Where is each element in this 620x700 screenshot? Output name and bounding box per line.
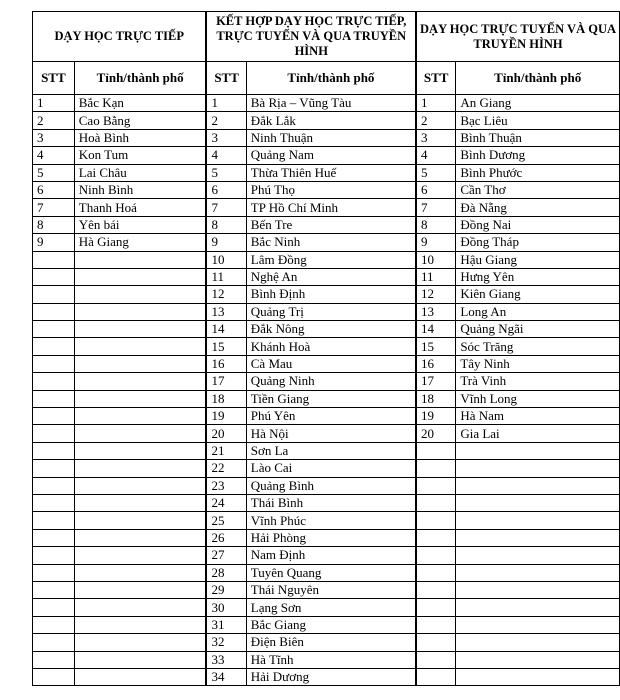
- province-name-cell: [456, 512, 620, 529]
- province-name-cell: Nam Định: [246, 547, 416, 564]
- row-number-cell: 5: [206, 164, 246, 181]
- row-number-cell: 6: [206, 181, 246, 198]
- province-name-cell: [74, 512, 206, 529]
- province-name-cell: Tây Ninh: [456, 355, 620, 372]
- row-number-cell: 29: [206, 581, 246, 598]
- province-name-cell: Nghệ An: [246, 268, 416, 285]
- row-number-cell: 22: [206, 460, 246, 477]
- row-number-cell: 12: [416, 286, 456, 303]
- row-number-cell: 15: [206, 338, 246, 355]
- row-number-cell: 15: [416, 338, 456, 355]
- row-number-cell: 5: [33, 164, 75, 181]
- row-number-cell: 4: [206, 147, 246, 164]
- row-number-cell: 18: [206, 390, 246, 407]
- province-name-cell: An Giang: [456, 95, 620, 112]
- table-row: [33, 581, 620, 598]
- row-number-cell: 28: [206, 564, 246, 581]
- province-name-cell: Cao Bằng: [74, 112, 206, 129]
- row-number-cell: [416, 668, 456, 685]
- province-name-cell: Bà Rịa – Vũng Tàu: [246, 95, 416, 112]
- row-number-cell: 16: [206, 355, 246, 372]
- province-name-cell: Bạc Liêu: [456, 112, 620, 129]
- province-name-cell: Vĩnh Long: [456, 390, 620, 407]
- table-row: [33, 651, 620, 668]
- row-number-cell: 6: [33, 181, 75, 198]
- province-name-cell: [74, 321, 206, 338]
- row-number-cell: [416, 581, 456, 598]
- row-number-cell: [33, 581, 75, 598]
- province-name-cell: Lạng Sơn: [246, 599, 416, 616]
- table-row: [33, 286, 620, 303]
- row-number-cell: 17: [206, 373, 246, 390]
- province-name-cell: Quảng Trị: [246, 303, 416, 320]
- table-row: [33, 112, 620, 129]
- row-number-cell: 21: [206, 442, 246, 459]
- section-title-online: DẠY HỌC TRỰC TUYẾN VÀ QUA TRUYỀN HÌNH: [416, 12, 619, 62]
- province-name-cell: [456, 616, 620, 633]
- row-number-cell: 25: [206, 512, 246, 529]
- province-name-cell: [74, 529, 206, 546]
- row-number-cell: [33, 494, 75, 511]
- province-name-cell: Yên bái: [74, 216, 206, 233]
- row-number-cell: 20: [416, 425, 456, 442]
- row-number-cell: [416, 616, 456, 633]
- table-row: [33, 512, 620, 529]
- province-name-cell: [74, 581, 206, 598]
- province-name-cell: Lai Châu: [74, 164, 206, 181]
- row-number-cell: 27: [206, 547, 246, 564]
- row-number-cell: [416, 634, 456, 651]
- table-row: [33, 129, 620, 146]
- province-name-cell: Long An: [456, 303, 620, 320]
- row-number-cell: [416, 599, 456, 616]
- row-number-cell: [416, 512, 456, 529]
- row-number-cell: 8: [416, 216, 456, 233]
- province-name-cell: [456, 668, 620, 685]
- province-name-cell: [74, 547, 206, 564]
- province-name-cell: [74, 634, 206, 651]
- row-number-cell: 12: [206, 286, 246, 303]
- province-name-cell: Bình Thuận: [456, 129, 620, 146]
- row-number-cell: 7: [206, 199, 246, 216]
- province-name-cell: Hà Nam: [456, 408, 620, 425]
- row-number-cell: 8: [33, 216, 75, 233]
- province-name-cell: Bình Dương: [456, 147, 620, 164]
- table-row: [33, 616, 620, 633]
- row-number-cell: 24: [206, 494, 246, 511]
- province-name-cell: Hậu Giang: [456, 251, 620, 268]
- province-name-cell: [456, 477, 620, 494]
- table-row: [33, 477, 620, 494]
- province-name-cell: [456, 581, 620, 598]
- province-name-cell: [456, 651, 620, 668]
- row-number-cell: [33, 338, 75, 355]
- province-name-cell: Hà Tĩnh: [246, 651, 416, 668]
- row-number-cell: [416, 477, 456, 494]
- row-number-cell: 2: [416, 112, 456, 129]
- province-name-cell: [456, 564, 620, 581]
- province-name-cell: [74, 599, 206, 616]
- province-name-cell: [74, 408, 206, 425]
- province-name-cell: [74, 251, 206, 268]
- province-name-cell: Hoà Bình: [74, 129, 206, 146]
- table-row: [33, 599, 620, 616]
- table-row: [33, 321, 620, 338]
- row-number-cell: 6: [416, 181, 456, 198]
- column-header-stt: STT: [416, 62, 456, 95]
- province-name-cell: TP Hồ Chí Minh: [246, 199, 416, 216]
- province-name-cell: Hà Nội: [246, 425, 416, 442]
- row-number-cell: 1: [416, 95, 456, 112]
- province-name-cell: Điện Biên: [246, 634, 416, 651]
- table-row: [33, 373, 620, 390]
- province-name-cell: [74, 564, 206, 581]
- table-row: [33, 442, 620, 459]
- table-row: [33, 408, 620, 425]
- province-name-cell: [456, 599, 620, 616]
- table-row: [33, 529, 620, 546]
- province-name-cell: [74, 286, 206, 303]
- province-name-cell: Kiên Giang: [456, 286, 620, 303]
- row-number-cell: [33, 512, 75, 529]
- row-number-cell: 9: [206, 234, 246, 251]
- province-name-cell: Đắk Nông: [246, 321, 416, 338]
- row-number-cell: [33, 408, 75, 425]
- province-name-cell: [74, 651, 206, 668]
- province-name-cell: Bắc Ninh: [246, 234, 416, 251]
- table-body: [33, 95, 620, 686]
- row-number-cell: 1: [206, 95, 246, 112]
- row-number-cell: [416, 529, 456, 546]
- province-name-cell: [74, 303, 206, 320]
- table-row: [33, 164, 620, 181]
- province-name-cell: Phú Yên: [246, 408, 416, 425]
- province-name-cell: [74, 390, 206, 407]
- province-name-cell: [456, 494, 620, 511]
- table-row: [33, 494, 620, 511]
- row-number-cell: 13: [206, 303, 246, 320]
- column-header-province: Tỉnh/thành phố: [456, 62, 620, 95]
- row-number-cell: [33, 599, 75, 616]
- row-number-cell: [416, 460, 456, 477]
- row-number-cell: [416, 651, 456, 668]
- province-name-cell: Bắc Kạn: [74, 95, 206, 112]
- table-row: [33, 147, 620, 164]
- province-name-cell: [74, 616, 206, 633]
- row-number-cell: 33: [206, 651, 246, 668]
- province-name-cell: Hà Giang: [74, 234, 206, 251]
- table-row: [33, 216, 620, 233]
- province-name-cell: Lào Cai: [246, 460, 416, 477]
- province-name-cell: [74, 373, 206, 390]
- table-row: [33, 564, 620, 581]
- province-name-cell: [456, 529, 620, 546]
- province-name-cell: [456, 460, 620, 477]
- table-row: [33, 95, 620, 112]
- row-number-cell: [33, 321, 75, 338]
- row-number-cell: 10: [416, 251, 456, 268]
- row-number-cell: [416, 547, 456, 564]
- row-number-cell: 18: [416, 390, 456, 407]
- row-number-cell: 7: [416, 199, 456, 216]
- row-number-cell: 17: [416, 373, 456, 390]
- province-name-cell: Bình Định: [246, 286, 416, 303]
- row-number-cell: 9: [33, 234, 75, 251]
- province-name-cell: Thái Nguyên: [246, 581, 416, 598]
- province-name-cell: [74, 268, 206, 285]
- province-name-cell: Tuyên Quang: [246, 564, 416, 581]
- province-name-cell: Quảng Ngãi: [456, 321, 620, 338]
- province-name-cell: Kon Tum: [74, 147, 206, 164]
- table-row: [33, 668, 620, 685]
- table-row: [33, 425, 620, 442]
- province-name-cell: Đắk Lắk: [246, 112, 416, 129]
- table-row: [33, 460, 620, 477]
- row-number-cell: 4: [416, 147, 456, 164]
- province-name-cell: Bến Tre: [246, 216, 416, 233]
- province-name-cell: Trà Vinh: [456, 373, 620, 390]
- row-number-cell: 11: [416, 268, 456, 285]
- row-number-cell: 14: [416, 321, 456, 338]
- row-number-cell: 14: [206, 321, 246, 338]
- province-name-cell: Đà Nẵng: [456, 199, 620, 216]
- province-name-cell: Sóc Trăng: [456, 338, 620, 355]
- province-name-cell: Khánh Hoà: [246, 338, 416, 355]
- province-name-cell: Phú Thọ: [246, 181, 416, 198]
- row-number-cell: [33, 477, 75, 494]
- table-row: [33, 390, 620, 407]
- row-number-cell: 1: [33, 95, 75, 112]
- province-name-cell: Bình Phước: [456, 164, 620, 181]
- table-row: [33, 181, 620, 198]
- province-name-cell: Bắc Giang: [246, 616, 416, 633]
- row-number-cell: [33, 529, 75, 546]
- row-number-cell: 5: [416, 164, 456, 181]
- province-name-cell: [74, 668, 206, 685]
- province-name-cell: [74, 355, 206, 372]
- row-number-cell: 3: [33, 129, 75, 146]
- row-number-cell: [33, 668, 75, 685]
- column-header-stt: STT: [206, 62, 246, 95]
- province-name-cell: [74, 425, 206, 442]
- province-name-cell: Tiền Giang: [246, 390, 416, 407]
- province-name-cell: Ninh Thuận: [246, 129, 416, 146]
- table-row: [33, 268, 620, 285]
- row-number-cell: [33, 390, 75, 407]
- province-name-cell: Thái Bình: [246, 494, 416, 511]
- table-row: [33, 355, 620, 372]
- table-row: [33, 251, 620, 268]
- row-number-cell: 32: [206, 634, 246, 651]
- row-number-cell: 2: [33, 112, 75, 129]
- row-number-cell: [33, 651, 75, 668]
- row-number-cell: 19: [206, 408, 246, 425]
- row-number-cell: 3: [206, 129, 246, 146]
- province-name-cell: Hưng Yên: [456, 268, 620, 285]
- province-name-cell: Vĩnh Phúc: [246, 512, 416, 529]
- row-number-cell: [33, 268, 75, 285]
- province-name-cell: Lâm Đồng: [246, 251, 416, 268]
- row-number-cell: [33, 355, 75, 372]
- column-header-province: Tỉnh/thành phố: [74, 62, 206, 95]
- row-number-cell: 26: [206, 529, 246, 546]
- province-name-cell: [456, 547, 620, 564]
- row-number-cell: [33, 373, 75, 390]
- row-number-cell: 9: [416, 234, 456, 251]
- section-title-direct: DẠY HỌC TRỰC TIẾP: [33, 12, 207, 62]
- province-name-cell: [74, 442, 206, 459]
- row-number-cell: 4: [33, 147, 75, 164]
- row-number-cell: [416, 494, 456, 511]
- table-row: [33, 547, 620, 564]
- row-number-cell: 10: [206, 251, 246, 268]
- row-number-cell: [33, 286, 75, 303]
- row-number-cell: 31: [206, 616, 246, 633]
- province-name-cell: Cà Mau: [246, 355, 416, 372]
- row-number-cell: [416, 564, 456, 581]
- row-number-cell: [33, 251, 75, 268]
- column-header-stt: STT: [33, 62, 75, 95]
- row-number-cell: 13: [416, 303, 456, 320]
- province-name-cell: [74, 477, 206, 494]
- provinces-table: [32, 11, 620, 686]
- province-name-cell: Gia Lai: [456, 425, 620, 442]
- row-number-cell: [33, 564, 75, 581]
- row-number-cell: 8: [206, 216, 246, 233]
- province-name-cell: [74, 460, 206, 477]
- row-number-cell: 2: [206, 112, 246, 129]
- row-number-cell: 23: [206, 477, 246, 494]
- table-row: [33, 338, 620, 355]
- province-name-cell: Thừa Thiên Huế: [246, 164, 416, 181]
- table-row: [33, 199, 620, 216]
- province-name-cell: [456, 442, 620, 459]
- row-number-cell: 7: [33, 199, 75, 216]
- row-number-cell: [416, 442, 456, 459]
- section-header-row: [33, 12, 620, 62]
- row-number-cell: 11: [206, 268, 246, 285]
- row-number-cell: [33, 616, 75, 633]
- province-name-cell: Đồng Tháp: [456, 234, 620, 251]
- province-name-cell: Hải Dương: [246, 668, 416, 685]
- row-number-cell: 20: [206, 425, 246, 442]
- province-name-cell: Quảng Ninh: [246, 373, 416, 390]
- row-number-cell: 16: [416, 355, 456, 372]
- province-name-cell: Ninh Bình: [74, 181, 206, 198]
- column-header-row: [33, 62, 620, 95]
- province-name-cell: Quảng Bình: [246, 477, 416, 494]
- row-number-cell: 30: [206, 599, 246, 616]
- province-name-cell: Cần Thơ: [456, 181, 620, 198]
- province-name-cell: Đồng Nai: [456, 216, 620, 233]
- row-number-cell: 34: [206, 668, 246, 685]
- table-row: [33, 634, 620, 651]
- province-name-cell: Quảng Nam: [246, 147, 416, 164]
- row-number-cell: [33, 547, 75, 564]
- table-row: [33, 303, 620, 320]
- table-row: [33, 234, 620, 251]
- row-number-cell: [33, 634, 75, 651]
- row-number-cell: [33, 442, 75, 459]
- row-number-cell: [33, 425, 75, 442]
- row-number-cell: [33, 303, 75, 320]
- province-name-cell: [74, 338, 206, 355]
- province-name-cell: Hải Phòng: [246, 529, 416, 546]
- row-number-cell: 3: [416, 129, 456, 146]
- row-number-cell: [33, 460, 75, 477]
- section-title-combined: KẾT HỢP DẠY HỌC TRỰC TIẾP, TRỰC TUYẾN VÀ QUA TRUYỀN HÌNH: [206, 12, 416, 62]
- column-header-province: Tỉnh/thành phố: [246, 62, 416, 95]
- province-name-cell: Thanh Hoá: [74, 199, 206, 216]
- province-name-cell: [456, 634, 620, 651]
- province-name-cell: [74, 494, 206, 511]
- row-number-cell: 19: [416, 408, 456, 425]
- province-name-cell: Sơn La: [246, 442, 416, 459]
